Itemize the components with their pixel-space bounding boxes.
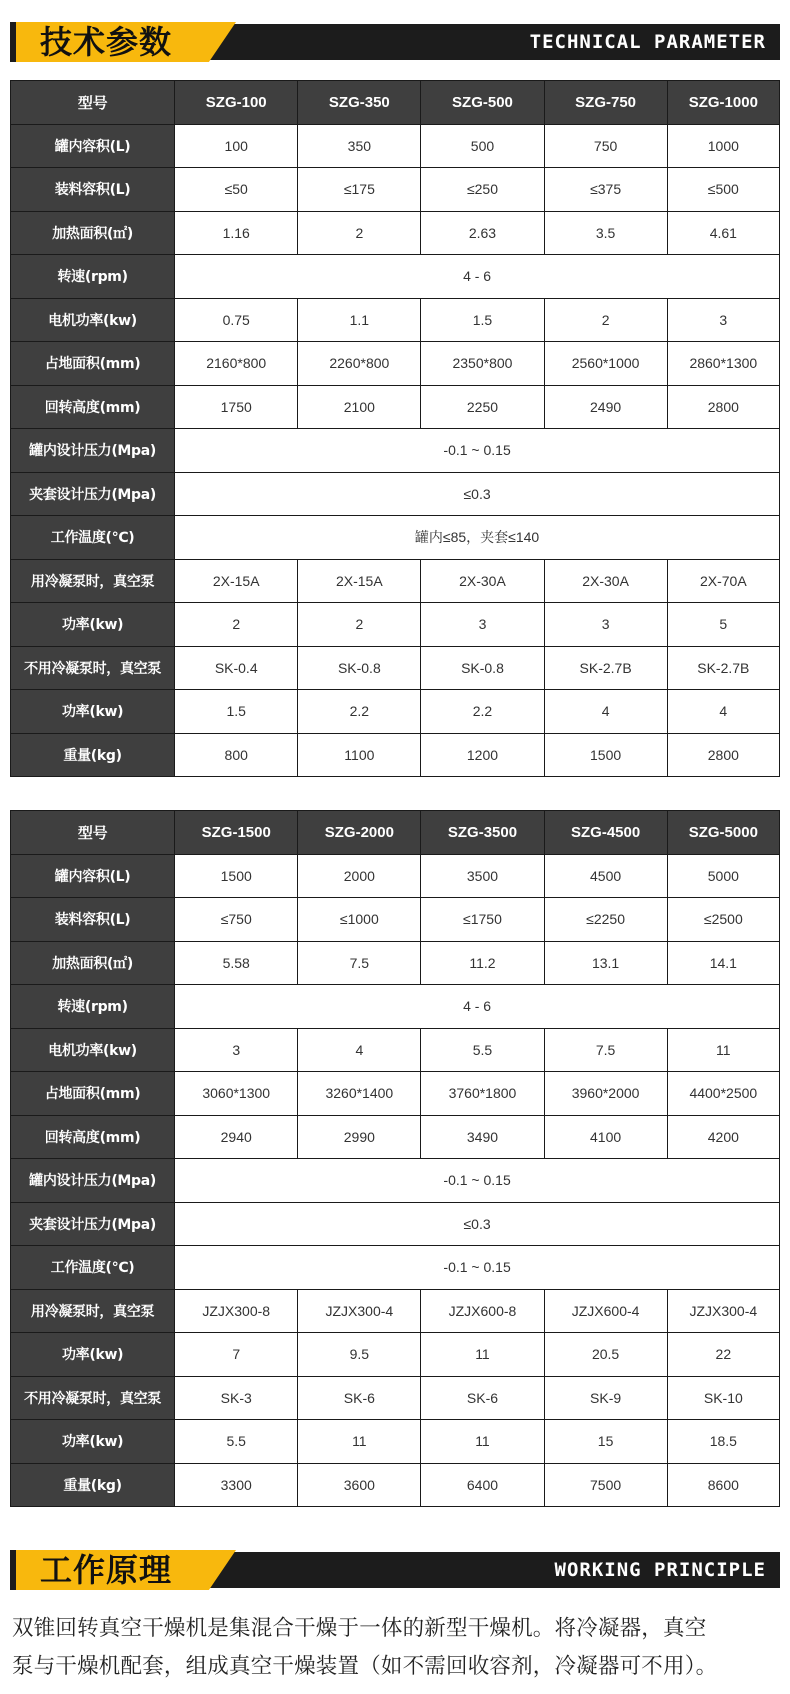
spec-table-2: [10, 810, 780, 1507]
table-cell: 350: [298, 124, 421, 168]
table-cell: 14.1: [667, 941, 779, 985]
row-label: 用冷凝泵时，真空泵: [11, 559, 175, 603]
table-row: [11, 1289, 780, 1333]
row-label: 回转高度(mm): [11, 1115, 175, 1159]
table-cell: 15: [544, 1420, 667, 1464]
row-label: 罐内设计压力(Mpa): [11, 1159, 175, 1203]
table-cell: SK-9: [544, 1376, 667, 1420]
table-cell-merged: 4 - 6: [175, 255, 780, 299]
row-label: 夹套设计压力(Mpa): [11, 472, 175, 516]
table-row: [11, 1159, 780, 1203]
row-label: 功率(kw): [11, 690, 175, 734]
table-cell: 4400*2500: [667, 1072, 779, 1116]
table-cell: 3: [544, 603, 667, 647]
model-header: SZG-350: [298, 81, 421, 125]
model-header: SZG-2000: [298, 811, 421, 855]
table-row: [11, 1376, 780, 1420]
row-label: 占地面积(mm): [11, 342, 175, 386]
table-cell-merged: -0.1 ~ 0.15: [175, 1246, 780, 1290]
table-cell: 3300: [175, 1463, 298, 1507]
table-cell: 1000: [667, 124, 779, 168]
table-cell: 3600: [298, 1463, 421, 1507]
row-label: 用冷凝泵时，真空泵: [11, 1289, 175, 1333]
table-cell: 7.5: [544, 1028, 667, 1072]
table-cell: 3260*1400: [298, 1072, 421, 1116]
table-row: [11, 429, 780, 473]
table-cell: 3: [175, 1028, 298, 1072]
table-cell: 13.1: [544, 941, 667, 985]
table-cell: 5000: [667, 854, 779, 898]
row-label: 回转高度(mm): [11, 385, 175, 429]
table-cell: SK-6: [421, 1376, 544, 1420]
table-cell: 9.5: [298, 1333, 421, 1377]
table-cell: JZJX600-8: [421, 1289, 544, 1333]
row-label: 工作温度(℃): [11, 1246, 175, 1290]
table-cell: 500: [421, 124, 544, 168]
table-cell: 7500: [544, 1463, 667, 1507]
row-label: 电机功率(kw): [11, 298, 175, 342]
table-cell: SK-10: [667, 1376, 779, 1420]
table-cell: 11: [298, 1420, 421, 1464]
table-cell: 3490: [421, 1115, 544, 1159]
table-row: [11, 690, 780, 734]
table-cell: 1200: [421, 733, 544, 777]
table-cell: 4200: [667, 1115, 779, 1159]
table-cell: SK-0.8: [421, 646, 544, 690]
table-row: [11, 298, 780, 342]
row-label: 加热面积(㎡): [11, 211, 175, 255]
table-cell: 1500: [544, 733, 667, 777]
table-cell: 800: [175, 733, 298, 777]
table-cell: SK-6: [298, 1376, 421, 1420]
table-cell: 2560*1000: [544, 342, 667, 386]
table-cell: ≤1750: [421, 898, 544, 942]
table-row: [11, 646, 780, 690]
spec-table-1: [10, 80, 780, 777]
table-cell-merged: 罐内≤85，夹套≤140: [175, 516, 780, 560]
table-cell-merged: -0.1 ~ 0.15: [175, 1159, 780, 1203]
table-cell: 3760*1800: [421, 1072, 544, 1116]
table-cell: 2: [175, 603, 298, 647]
table-cell: 2000: [298, 854, 421, 898]
table-row: [11, 168, 780, 212]
table-cell: 4: [544, 690, 667, 734]
table-cell: 1.1: [298, 298, 421, 342]
table-cell: 5.5: [421, 1028, 544, 1072]
row-label: 转速(rpm): [11, 255, 175, 299]
table-cell: 3060*1300: [175, 1072, 298, 1116]
table-cell: ≤1000: [298, 898, 421, 942]
table-cell: 2: [544, 298, 667, 342]
table-row: [11, 255, 780, 299]
table-row: [11, 472, 780, 516]
table-cell: 100: [175, 124, 298, 168]
table-cell: 2: [298, 603, 421, 647]
table-cell: JZJX300-8: [175, 1289, 298, 1333]
table-cell: 1.5: [421, 298, 544, 342]
table-cell: 2: [298, 211, 421, 255]
row-label: 装料容积(L): [11, 898, 175, 942]
principle-line: 双锥回转真空干燥机是集混合干燥于一体的新型干燥机。将冷凝器，真空: [12, 1616, 707, 1641]
table-cell: 11: [421, 1420, 544, 1464]
table-cell: 2160*800: [175, 342, 298, 386]
table-cell: 2X-15A: [175, 559, 298, 603]
table-row: [11, 985, 780, 1029]
model-header: SZG-500: [421, 81, 544, 125]
table-cell: 2490: [544, 385, 667, 429]
row-label: 重量(kg): [11, 1463, 175, 1507]
table-cell: SK-0.8: [298, 646, 421, 690]
table-cell: 2X-30A: [421, 559, 544, 603]
table-cell: 20.5: [544, 1333, 667, 1377]
section-title: 技术参数: [40, 23, 173, 61]
table-cell: 11: [421, 1333, 544, 1377]
table-cell: 3500: [421, 854, 544, 898]
table-cell: 5.5: [175, 1420, 298, 1464]
row-label: 夹套设计压力(Mpa): [11, 1202, 175, 1246]
row-label: 不用冷凝泵时，真空泵: [11, 646, 175, 690]
table-cell: 4: [667, 690, 779, 734]
table-cell: 0.75: [175, 298, 298, 342]
table-cell: ≤50: [175, 168, 298, 212]
header-label: 型号: [11, 81, 175, 125]
table-cell: 2800: [667, 385, 779, 429]
row-label: 占地面积(mm): [11, 1072, 175, 1116]
table-cell: 2.2: [298, 690, 421, 734]
table-cell: ≤2500: [667, 898, 779, 942]
table-row: [11, 1246, 780, 1290]
row-label: 功率(kw): [11, 603, 175, 647]
section-title-en: WORKING PRINCIPLE: [554, 1559, 766, 1581]
table-row: [11, 898, 780, 942]
model-header: SZG-100: [175, 81, 298, 125]
model-header: SZG-1000: [667, 81, 779, 125]
table-cell: 4500: [544, 854, 667, 898]
table-row: [11, 941, 780, 985]
table-cell: 2940: [175, 1115, 298, 1159]
row-label: 罐内容积(L): [11, 124, 175, 168]
table-cell: 5: [667, 603, 779, 647]
row-label: 罐内容积(L): [11, 854, 175, 898]
table-row: [11, 1202, 780, 1246]
table-row: [11, 385, 780, 429]
table-cell: 2250: [421, 385, 544, 429]
table-cell: 1500: [175, 854, 298, 898]
table-cell: 7.5: [298, 941, 421, 985]
table-cell: SK-2.7B: [667, 646, 779, 690]
table-cell: SK-3: [175, 1376, 298, 1420]
table-row: [11, 1072, 780, 1116]
table-cell-merged: 4 - 6: [175, 985, 780, 1029]
table-cell: 1.5: [175, 690, 298, 734]
section-title-en: TECHNICAL PARAMETER: [529, 31, 766, 53]
table-cell: SK-2.7B: [544, 646, 667, 690]
table-row: [11, 733, 780, 777]
table-cell: 4: [298, 1028, 421, 1072]
table-cell: 2800: [667, 733, 779, 777]
table-cell: ≤2250: [544, 898, 667, 942]
model-header: SZG-1500: [175, 811, 298, 855]
table-header-row: [11, 81, 780, 125]
table-cell: 750: [544, 124, 667, 168]
model-header: SZG-4500: [544, 811, 667, 855]
table-cell: 2100: [298, 385, 421, 429]
row-label: 重量(kg): [11, 733, 175, 777]
section-banner-working: [10, 1550, 780, 1590]
table-cell: 1.16: [175, 211, 298, 255]
table-cell: 2260*800: [298, 342, 421, 386]
table-cell: 7: [175, 1333, 298, 1377]
table-row: [11, 516, 780, 560]
table-cell: 2X-15A: [298, 559, 421, 603]
table-cell: ≤750: [175, 898, 298, 942]
table-cell: 1100: [298, 733, 421, 777]
table-cell: 22: [667, 1333, 779, 1377]
section-banner-technical: [10, 22, 780, 62]
table-cell: ≤250: [421, 168, 544, 212]
table-row: [11, 603, 780, 647]
table-row: [11, 211, 780, 255]
table-cell: 2X-30A: [544, 559, 667, 603]
row-label: 功率(kw): [11, 1420, 175, 1464]
row-label: 工作温度(℃): [11, 516, 175, 560]
row-label: 加热面积(㎡): [11, 941, 175, 985]
principle-text: [12, 1610, 780, 1686]
table-cell: 3.5: [544, 211, 667, 255]
table-cell: 2350*800: [421, 342, 544, 386]
table-row: [11, 559, 780, 603]
table-row: [11, 1115, 780, 1159]
principle-line: 泵与干燥机配套，组成真空干燥装置（如不需回收容剂，冷凝器可不用）。: [12, 1654, 718, 1679]
table-row: [11, 1333, 780, 1377]
table-cell: 5.58: [175, 941, 298, 985]
section-title: 工作原理: [40, 1551, 173, 1589]
table-row: [11, 1420, 780, 1464]
model-header: SZG-5000: [667, 811, 779, 855]
table-cell-merged: ≤0.3: [175, 1202, 780, 1246]
table-cell: 2990: [298, 1115, 421, 1159]
table-cell: 2860*1300: [667, 342, 779, 386]
table-cell: 3960*2000: [544, 1072, 667, 1116]
table-cell: ≤375: [544, 168, 667, 212]
table-cell: 4.61: [667, 211, 779, 255]
table-cell: ≤175: [298, 168, 421, 212]
row-label: 罐内设计压力(Mpa): [11, 429, 175, 473]
table-cell: JZJX600-4: [544, 1289, 667, 1333]
table-row: [11, 854, 780, 898]
table-cell: 3: [667, 298, 779, 342]
row-label: 不用冷凝泵时，真空泵: [11, 1376, 175, 1420]
table-row: [11, 342, 780, 386]
row-label: 功率(kw): [11, 1333, 175, 1377]
row-label: 转速(rpm): [11, 985, 175, 1029]
table-cell: 2.63: [421, 211, 544, 255]
row-label: 电机功率(kw): [11, 1028, 175, 1072]
table-cell: 3: [421, 603, 544, 647]
table-cell: 11.2: [421, 941, 544, 985]
table-row: [11, 124, 780, 168]
table-cell: JZJX300-4: [298, 1289, 421, 1333]
table-header-row: [11, 811, 780, 855]
table-cell: 2.2: [421, 690, 544, 734]
table-cell: 18.5: [667, 1420, 779, 1464]
table-cell: JZJX300-4: [667, 1289, 779, 1333]
model-header: SZG-3500: [421, 811, 544, 855]
table-cell-merged: -0.1 ~ 0.15: [175, 429, 780, 473]
table-cell: 6400: [421, 1463, 544, 1507]
table-row: [11, 1463, 780, 1507]
table-cell: 2X-70A: [667, 559, 779, 603]
model-header: SZG-750: [544, 81, 667, 125]
table-cell: 4100: [544, 1115, 667, 1159]
table-row: [11, 1028, 780, 1072]
row-label: 装料容积(L): [11, 168, 175, 212]
table-cell: 11: [667, 1028, 779, 1072]
table-cell: SK-0.4: [175, 646, 298, 690]
table-cell: 1750: [175, 385, 298, 429]
table-cell: 8600: [667, 1463, 779, 1507]
table-cell-merged: ≤0.3: [175, 472, 780, 516]
table-cell: ≤500: [667, 168, 779, 212]
header-label: 型号: [11, 811, 175, 855]
